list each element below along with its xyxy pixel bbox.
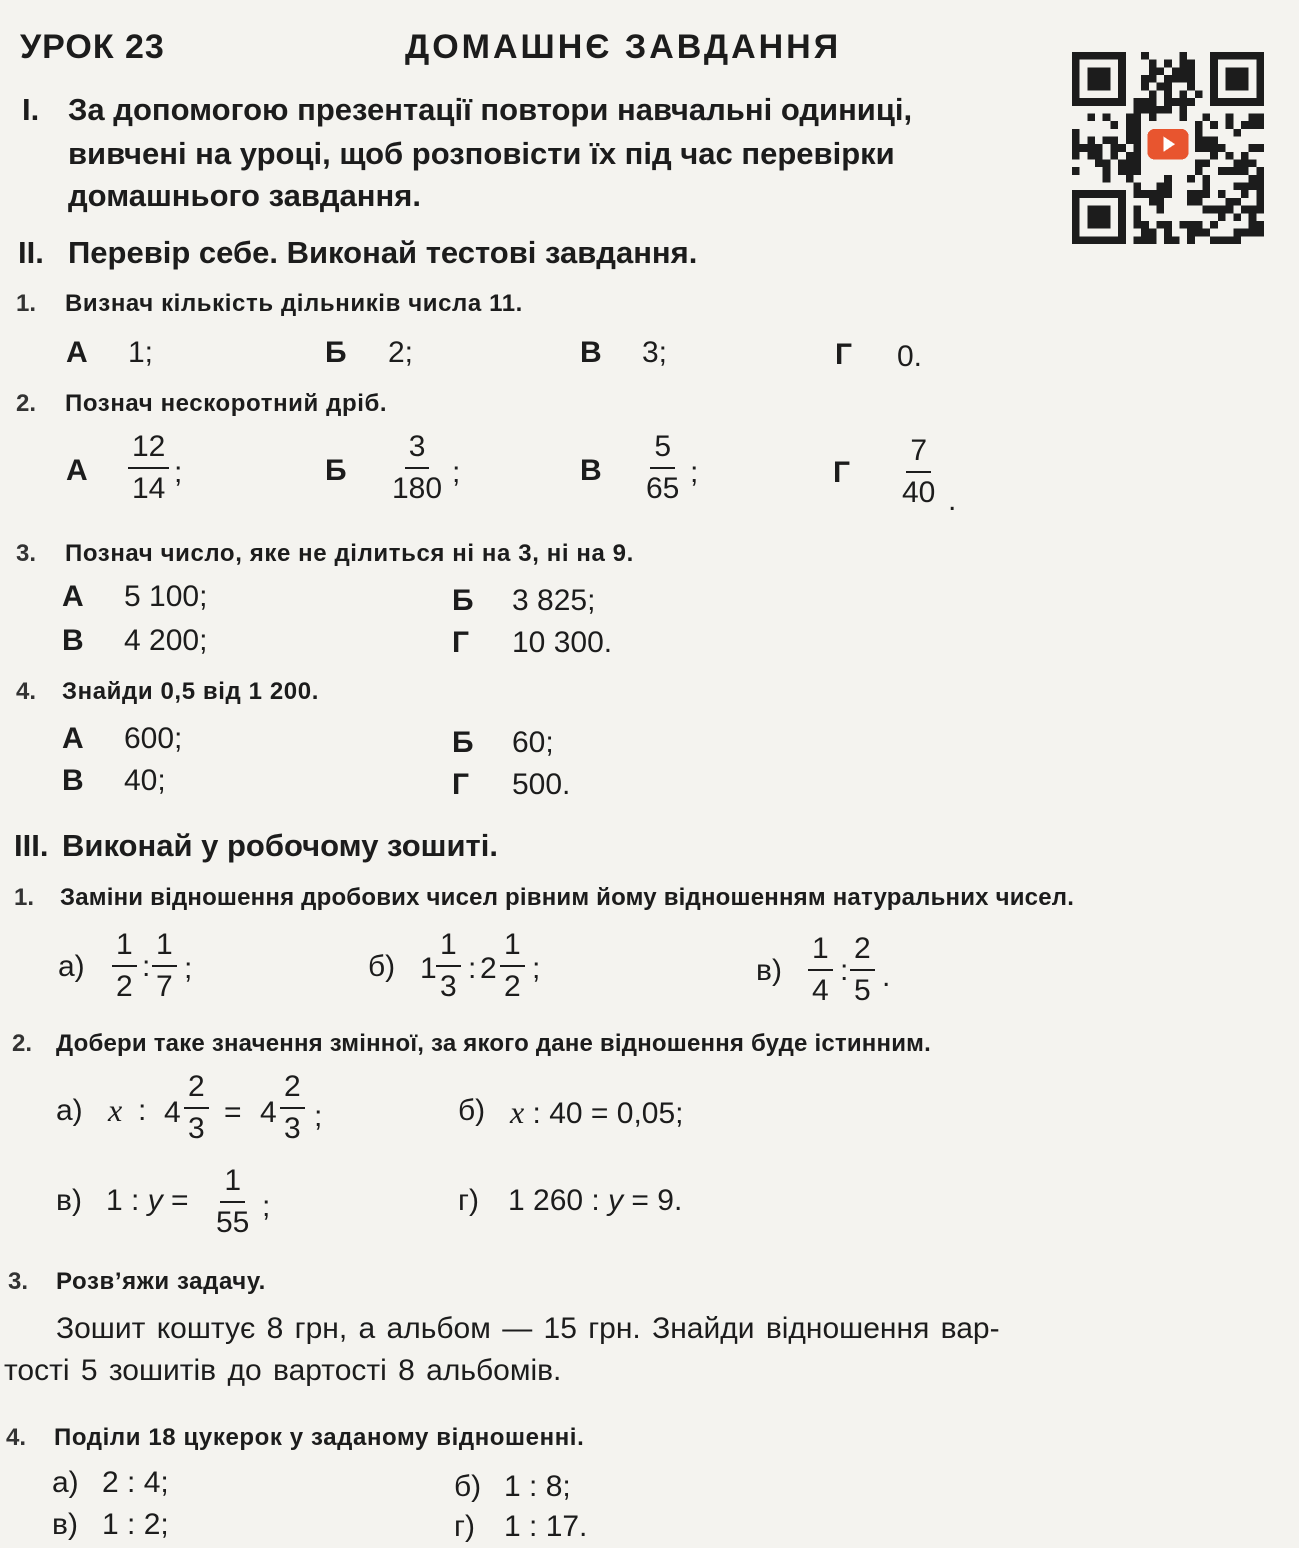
section-1-line-2: вивчені на уроці, щоб розповісти їх під час перевірки <box>68 136 895 171</box>
option-value: 3; <box>642 336 668 369</box>
option-value: 1; <box>128 336 154 369</box>
qr-code-icon[interactable] <box>1072 52 1264 244</box>
task-text: Розв’яжи задачу. <box>56 1268 266 1295</box>
punctuation: ; <box>452 456 461 489</box>
section-3-number: III. <box>14 828 49 863</box>
punctuation: ; <box>184 952 193 985</box>
option-letter: Б <box>325 336 347 369</box>
punctuation: ; <box>314 1100 323 1133</box>
option-letter: В <box>580 336 602 369</box>
task-number: 2. <box>12 1030 33 1057</box>
option-letter: Б <box>452 584 474 617</box>
item-label: в) <box>52 1508 78 1541</box>
ratio-colon: : <box>142 950 151 983</box>
task-number: 4. <box>16 678 37 705</box>
option-value: 60; <box>512 726 554 759</box>
fraction: 3 180 <box>392 430 443 505</box>
item-label: г) <box>458 1184 479 1217</box>
option-value: 0. <box>897 340 923 373</box>
problem-line-1: Зошит коштує 8 грн, а альбом — 15 грн. Знайди відношення вар- <box>56 1312 1000 1345</box>
item-value: 2 : 4; <box>102 1466 169 1499</box>
fraction: 7 40 <box>902 434 936 509</box>
section-1-number: I. <box>22 92 40 127</box>
item-label: г) <box>454 1510 475 1543</box>
item-label: а) <box>52 1466 79 1499</box>
section-3-title: Виконай у робочому зошиті. <box>62 828 498 863</box>
fraction: 5 65 <box>646 430 680 505</box>
section-2-number: II. <box>18 235 44 270</box>
ratio-colon: : <box>138 1094 147 1127</box>
problem-line-2: тості 5 зошитів до вартості 8 альбомів. <box>4 1354 562 1387</box>
item-label: в) <box>756 954 782 987</box>
punctuation: ; <box>174 456 183 489</box>
whole-part: 2 <box>480 952 497 985</box>
option-letter: Г <box>452 768 470 801</box>
fraction: 1 55 <box>216 1164 250 1239</box>
whole-part: 4 <box>260 1096 277 1129</box>
option-letter: В <box>580 454 602 487</box>
ratio-colon: : <box>468 952 477 985</box>
task-text: Поділи 18 цукерок у заданому відношенні. <box>54 1424 585 1451</box>
page-title: ДОМАШНЄ ЗАВДАННЯ <box>405 28 842 66</box>
fraction: 1 2 <box>112 930 137 1002</box>
item-value: 1 : 8; <box>504 1470 571 1503</box>
task-number: 1. <box>16 290 37 317</box>
option-letter: А <box>66 336 88 369</box>
option-value: 2; <box>388 336 414 369</box>
fraction: 2 3 <box>280 1072 305 1144</box>
fraction: 1 4 <box>808 934 833 1006</box>
task-number: 1. <box>14 884 35 911</box>
task-text: Визнач кількість дільників числа 11. <box>65 290 523 317</box>
option-letter: А <box>62 722 84 755</box>
whole-part: 1 <box>420 952 437 985</box>
fraction: 1 3 <box>436 930 461 1002</box>
item-label: б) <box>458 1094 486 1127</box>
play-icon <box>1141 121 1195 175</box>
lesson-number: УРОК 23 <box>20 28 165 66</box>
item-value: 1 : 2; <box>102 1508 169 1541</box>
task-text: Познач число, яке не ділиться ні на 3, ні на 9. <box>65 540 634 567</box>
equals-sign: = <box>224 1096 242 1129</box>
punctuation: ; <box>690 456 699 489</box>
section-1-line-1: За допомогою презентації повтори навчальні одиниці, <box>68 92 913 127</box>
fraction: 1 7 <box>152 930 177 1002</box>
option-letter: А <box>62 580 84 613</box>
task-text: Познач нескоротний дріб. <box>65 390 388 417</box>
option-letter: Г <box>835 338 853 371</box>
punctuation: . <box>948 484 957 517</box>
option-letter: Б <box>452 726 474 759</box>
option-value: 40; <box>124 764 166 797</box>
task-number: 3. <box>8 1268 29 1295</box>
option-value: 10 300. <box>512 626 613 659</box>
fraction: 2 5 <box>850 934 875 1006</box>
whole-part: 4 <box>164 1096 181 1129</box>
variable: x <box>108 1092 123 1128</box>
option-value: 5 100; <box>124 580 208 613</box>
section-2-title: Перевір себе. Виконай тестові завдання. <box>68 235 698 270</box>
equation: 1 : y = <box>106 1184 189 1217</box>
item-label: а) <box>56 1094 83 1127</box>
option-letter: В <box>62 624 84 657</box>
item-label: а) <box>58 950 85 983</box>
task-number: 2. <box>16 390 37 417</box>
option-letter: Б <box>325 454 347 487</box>
task-number: 4. <box>6 1424 27 1451</box>
task-text: Добери таке значення змінної, за якого дане відношення буде істинним. <box>56 1030 931 1057</box>
item-label: в) <box>56 1184 82 1217</box>
ratio-colon: : <box>840 954 849 987</box>
equation: 1 260 : y = 9. <box>508 1184 683 1217</box>
task-text: Заміни відношення дробових чисел рівним йому відношенням натуральних чисел. <box>60 884 1075 911</box>
option-letter: Г <box>833 456 851 489</box>
item-label: б) <box>368 950 396 983</box>
punctuation: ; <box>532 952 541 985</box>
option-letter: А <box>66 454 88 487</box>
option-value: 4 200; <box>124 624 208 657</box>
option-value: 3 825; <box>512 584 596 617</box>
task-text: Знайди 0,5 від 1 200. <box>62 678 319 705</box>
option-value: 500. <box>512 768 571 801</box>
punctuation: ; <box>262 1190 271 1223</box>
task-number: 3. <box>16 540 37 567</box>
option-letter: Г <box>452 626 470 659</box>
fraction: 1 2 <box>500 930 525 1002</box>
fraction: 2 3 <box>184 1072 209 1144</box>
option-letter: В <box>62 764 84 797</box>
item-value: 1 : 17. <box>504 1510 588 1543</box>
punctuation: . <box>882 960 891 993</box>
option-value: 600; <box>124 722 183 755</box>
equation: x : 40 = 0,05; <box>510 1094 684 1130</box>
item-label: б) <box>454 1470 482 1503</box>
section-1-line-3: домашнього завдання. <box>68 178 421 213</box>
fraction: 12 14 <box>128 432 169 504</box>
